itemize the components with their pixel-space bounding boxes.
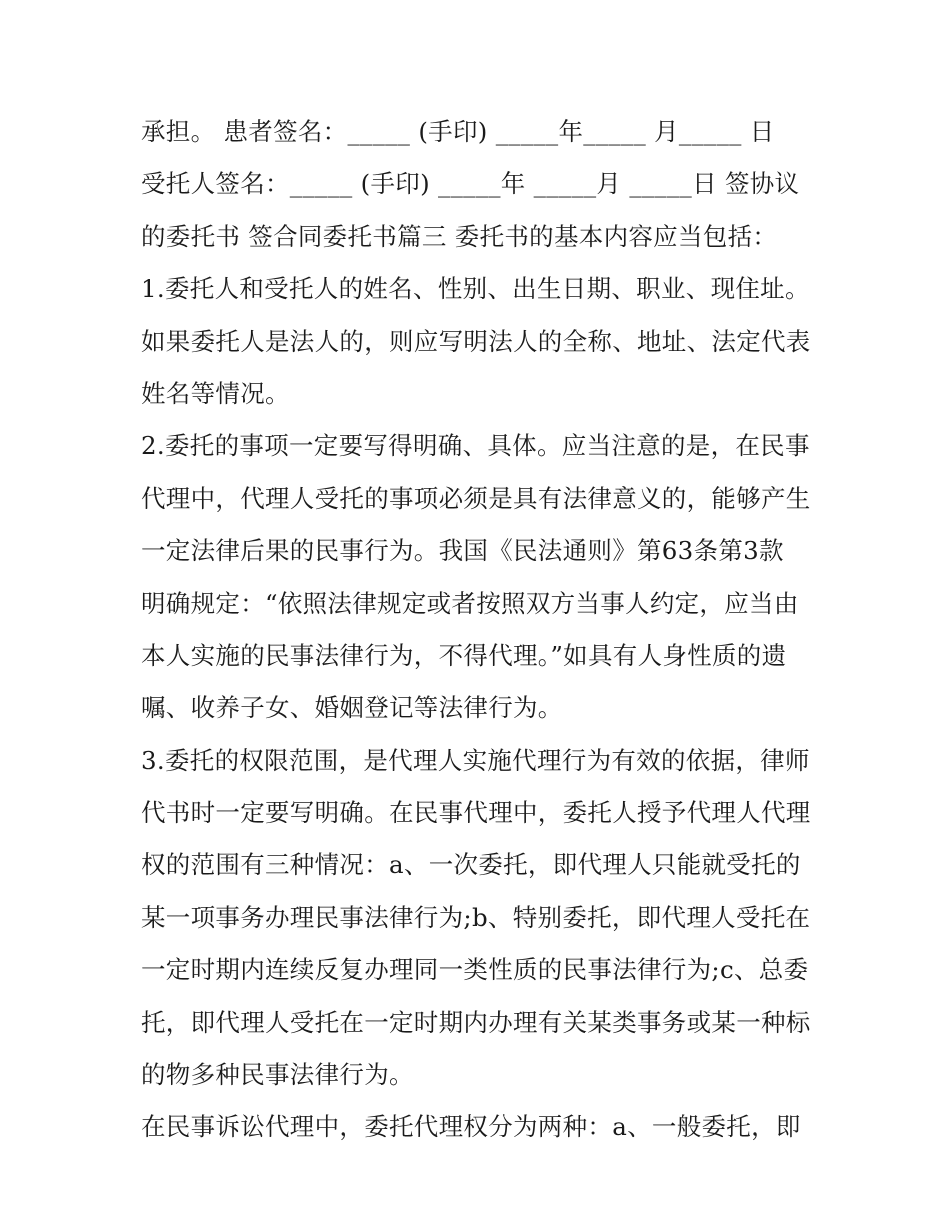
text-line: 代书时一定要写明确。在民事代理中，委托人授予代理人代理 [141,798,811,828]
text-line: 代理中，代理人受托的事项必须是具有法律意义的，能够产生 [141,483,811,513]
text-line-signature-patient: 承担。 患者签名：_____ (手印) _____年_____ 月_____ 日 [141,117,775,146]
text-line: 托，即代理人受托在一定时期内办理有关某类事务或某一种标 [141,1007,811,1037]
text-line-item-3: 3.委托的权限范围，是代理人实施代理行为有效的依据，律师 [141,745,810,775]
text-line: 本人实施的民事法律行为，不得代理。”如具有人身性质的遗 [141,640,787,670]
text-line: 的委托书 签合同委托书篇三 委托书的基本内容应当包括： [141,221,778,251]
text-line: 如果委托人是法人的，则应写明法人的全称、地址、法定代表 [141,326,811,356]
text-line: 姓名等情况。 [141,378,290,408]
text-line: 某一项事务办理民事法律行为;b、特别委托，即代理人受托在 [141,902,811,932]
text-line: 在民事诉讼代理中，委托代理权分为两种：a、一般委托，即 [141,1112,801,1142]
document-body [141,106,821,1154]
text-line: 明确规定：“依照法律规定或者按照双方当事人约定，应当由 [141,588,799,618]
text-line-item-2: 2.委托的事项一定要写得明确、具体。应当注意的是，在民事 [141,431,810,461]
text-line: 一定法律后果的民事行为。我国《民法通则》第63条第3款 [141,536,784,566]
text-line: 一定时期内连续反复办理同一类性质的民事法律行为;c、总委 [141,955,809,985]
text-line-signature-trustee: 受托人签名：_____ (手印) _____年 _____月 _____日 签协议 [141,169,800,199]
text-line-item-1: 1.委托人和受托人的姓名、性别、出生日期、职业、现住址。 [141,274,810,304]
text-line: 嘱、收养子女、婚姻登记等法律行为。 [141,693,563,723]
text-line: 权的范围有三种情况：a、一次委托，即代理人只能就受托的 [141,850,801,880]
text-line: 的物多种民事法律行为。 [141,1060,414,1090]
